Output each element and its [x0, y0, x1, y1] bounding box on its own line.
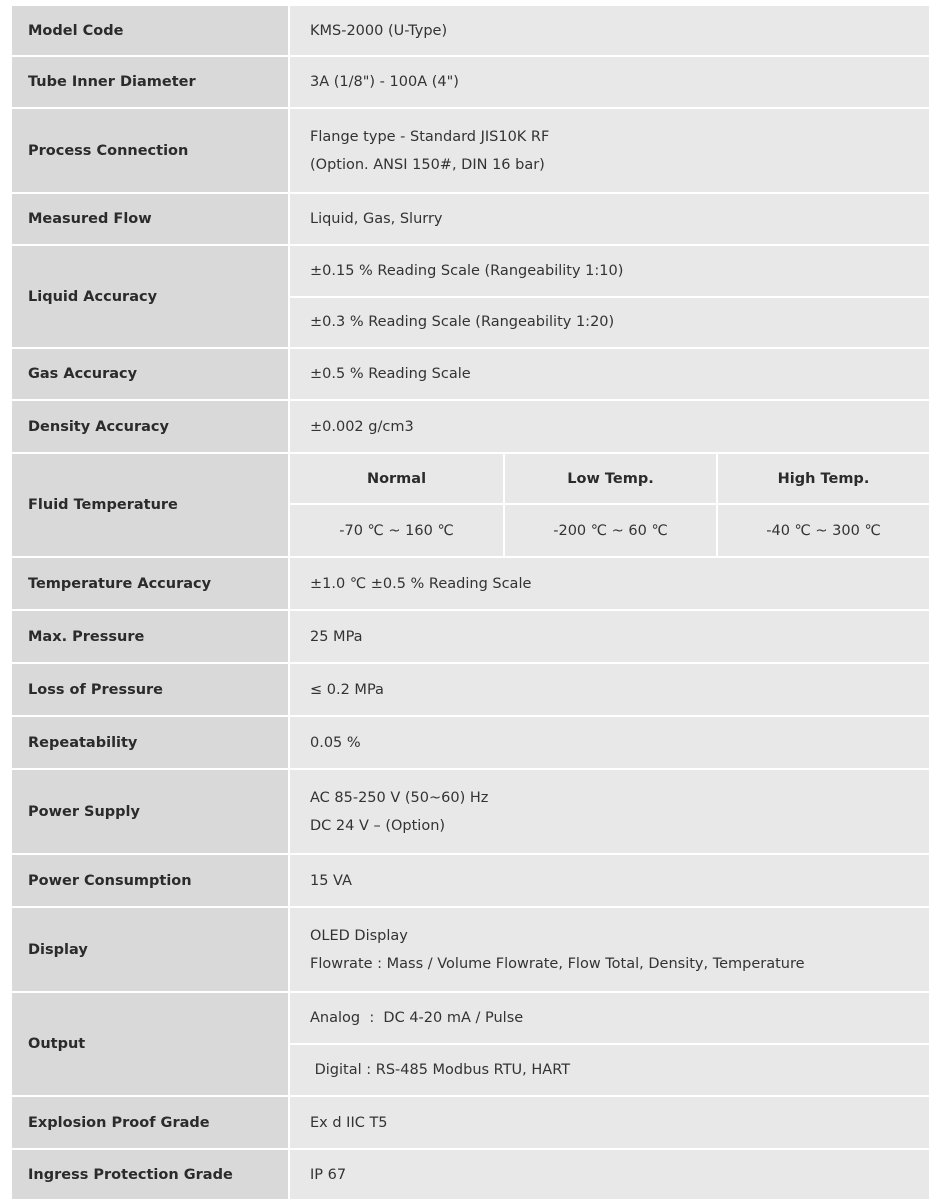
spec-row-max-pressure: [12, 611, 929, 664]
spec-value-text: 0.05 %: [310, 734, 361, 751]
spec-value: [290, 558, 929, 609]
spec-label: Measured Flow: [12, 194, 290, 244]
spec-value-text: ±0.5 % Reading Scale: [310, 366, 471, 382]
spec-table: [12, 6, 929, 1199]
spec-row-gas-accuracy: [12, 349, 929, 401]
spec-row-display: [12, 908, 929, 993]
temp-value-low: -200 ℃ ~ 60 ℃: [503, 505, 716, 556]
spec-row-measured-flow: [12, 194, 929, 246]
temp-value-normal: -70 ℃ ~ 160 ℃: [290, 505, 503, 556]
spec-value: [290, 109, 929, 192]
spec-value-line: Flange type - Standard JIS10K RF: [310, 128, 550, 145]
spec-value-text: Ex d IIC T5: [310, 1114, 388, 1131]
spec-value-sub: ±0.15 % Reading Scale (Rangeability 1:10): [290, 246, 929, 296]
spec-row-power-consumption: [12, 855, 929, 908]
spec-value: [290, 6, 929, 55]
spec-value-text: KMS-2000 (U-Type): [310, 22, 448, 39]
spec-value-text: Liquid, Gas, Slurry: [310, 211, 443, 227]
spec-label: Density Accuracy: [12, 401, 290, 452]
spec-label: Loss of Pressure: [12, 664, 290, 715]
spec-value-line: OLED Display: [310, 927, 408, 944]
spec-label: Tube Inner Diameter: [12, 57, 290, 107]
spec-value-split: [290, 246, 929, 347]
spec-row-temperature-accuracy: [12, 558, 929, 611]
spec-label: Power Supply: [12, 770, 290, 853]
spec-value: [290, 194, 929, 244]
spec-value-split: [290, 993, 929, 1095]
spec-value: [290, 908, 929, 991]
spec-row-loss-of-pressure: [12, 664, 929, 717]
spec-value: [290, 717, 929, 768]
spec-value: [290, 664, 929, 715]
spec-value: [290, 1150, 929, 1199]
spec-label: Process Connection: [12, 109, 290, 192]
spec-value-text: 3A (1/8") - 100A (4"): [310, 74, 459, 90]
spec-label: Gas Accuracy: [12, 349, 290, 399]
spec-value: [290, 349, 929, 399]
spec-value: [290, 770, 929, 853]
spec-value-text: ≤ 0.2 MPa: [310, 681, 384, 698]
spec-value-line: AC 85-250 V (50~60) Hz: [310, 789, 489, 806]
spec-value-text: 15 VA: [310, 872, 352, 889]
spec-value: [290, 1097, 929, 1148]
spec-value-line: Flowrate : Mass / Volume Flowrate, Flow Total, Density, Temperature: [310, 955, 805, 972]
spec-value-text: 25 MPa: [310, 628, 363, 645]
spec-row-ingress-protection: [12, 1150, 929, 1199]
spec-value-text: ±0.002 g/cm3: [310, 418, 414, 435]
spec-row-output: [12, 993, 929, 1097]
spec-row-model-code: [12, 6, 929, 57]
spec-value-line: Analog : DC 4-20 mA / Pulse: [310, 1010, 524, 1026]
temp-header-normal: Normal: [290, 454, 503, 505]
spec-label: Fluid Temperature: [12, 454, 290, 556]
spec-value-line: DC 24 V – (Option): [310, 817, 446, 834]
spec-label: Model Code: [12, 6, 290, 55]
spec-label: Power Consumption: [12, 855, 290, 906]
spec-label: Display: [12, 908, 290, 991]
spec-value: [290, 855, 929, 906]
spec-value: [290, 401, 929, 452]
spec-label: Max. Pressure: [12, 611, 290, 662]
spec-label: Ingress Protection Grade: [12, 1150, 290, 1199]
spec-value-sub: [290, 1043, 929, 1095]
spec-label: Liquid Accuracy: [12, 246, 290, 347]
spec-value-sub: [290, 993, 929, 1043]
spec-row-process-connection: [12, 109, 929, 194]
temperature-grid: [290, 454, 929, 556]
spec-value-text: IP 67: [310, 1166, 347, 1183]
spec-row-liquid-accuracy: [12, 246, 929, 349]
spec-label: Temperature Accuracy: [12, 558, 290, 609]
spec-row-density-accuracy: [12, 401, 929, 454]
spec-value-line: Digital : RS-485 Modbus RTU, HART: [310, 1062, 571, 1078]
temp-header-low: Low Temp.: [503, 454, 716, 505]
spec-value-text: ±1.0 ℃ ±0.5 % Reading Scale: [310, 575, 532, 592]
temp-header-high: High Temp.: [716, 454, 929, 505]
temp-value-high: -40 ℃ ~ 300 ℃: [716, 505, 929, 556]
spec-row-explosion-proof: [12, 1097, 929, 1150]
spec-label: Repeatability: [12, 717, 290, 768]
spec-value-line: (Option. ANSI 150#, DIN 16 bar): [310, 156, 545, 173]
spec-value-sub: ±0.3 % Reading Scale (Rangeability 1:20): [290, 296, 929, 348]
spec-row-power-supply: [12, 770, 929, 855]
spec-value: [290, 57, 929, 107]
spec-value: [290, 611, 929, 662]
spec-row-repeatability: [12, 717, 929, 770]
spec-label: Output: [12, 993, 290, 1095]
spec-label: Explosion Proof Grade: [12, 1097, 290, 1148]
spec-row-tube-diameter: [12, 57, 929, 109]
spec-row-fluid-temperature: [12, 454, 929, 558]
